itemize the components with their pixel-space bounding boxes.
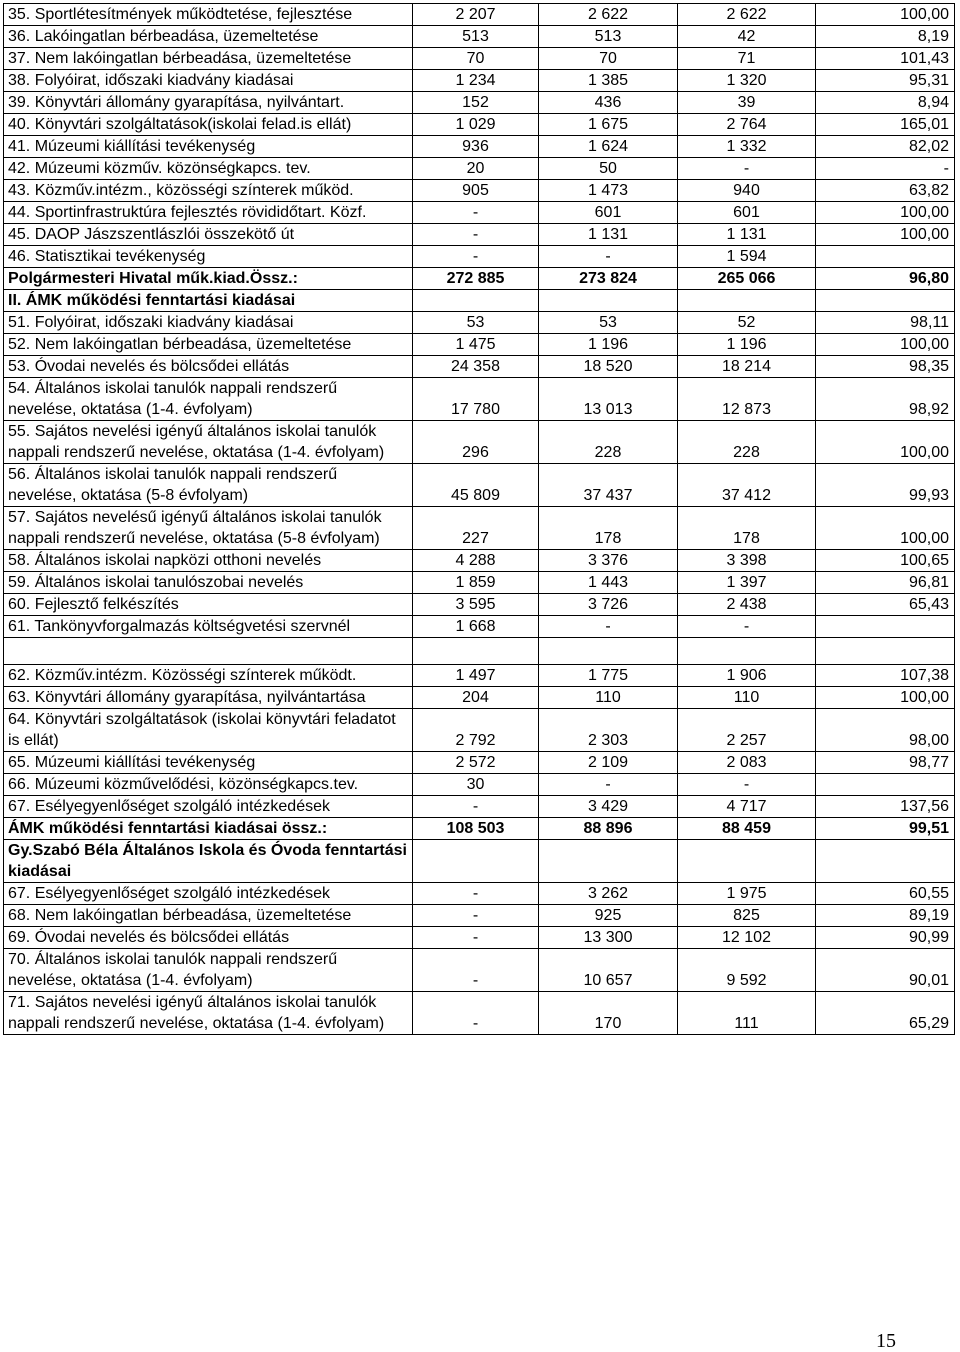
percent: 65,29: [816, 992, 955, 1035]
percent: [816, 840, 955, 883]
table-row: [4, 114, 955, 136]
row-label: 55. Sajátos nevelési igényű általános iskolai tanulók nappali rendszerű nevelése, oktatása (1-4. évfolyam): [4, 421, 413, 464]
table-row: [4, 421, 955, 464]
value-2: 18 520: [539, 356, 678, 378]
value-2: 1 196: [539, 334, 678, 356]
percent: 98,92: [816, 378, 955, 421]
value-1: -: [413, 927, 539, 949]
percent: 165,01: [816, 114, 955, 136]
value-3: 2 257: [678, 709, 816, 752]
value-2: 3 429: [539, 796, 678, 818]
value-1: [413, 638, 539, 665]
value-2: 436: [539, 92, 678, 114]
value-1: [413, 840, 539, 883]
table-row: [4, 158, 955, 180]
value-1: 1 029: [413, 114, 539, 136]
row-label: 62. Közműv.intézm. Közösségi színterek működt.: [4, 665, 413, 687]
value-1: -: [413, 224, 539, 246]
row-label: 45. DAOP Jászszentlászlói összekötő út: [4, 224, 413, 246]
value-2: -: [539, 774, 678, 796]
table-row: [4, 709, 955, 752]
value-3: -: [678, 774, 816, 796]
table-row: [4, 687, 955, 709]
row-label: 61. Tankönyvforgalmazás költségvetési szervnél: [4, 616, 413, 638]
value-2: 170: [539, 992, 678, 1035]
row-label: 41. Múzeumi kiállítási tevékenység: [4, 136, 413, 158]
row-label: 46. Statisztikai tevékenység: [4, 246, 413, 268]
table-row: [4, 312, 955, 334]
value-3: -: [678, 158, 816, 180]
percent: 60,55: [816, 883, 955, 905]
table-row: [4, 949, 955, 992]
value-2: 513: [539, 26, 678, 48]
value-2: 88 896: [539, 818, 678, 840]
row-label: II. ÁMK működési fenntartási kiadásai: [4, 290, 413, 312]
value-1: 1 475: [413, 334, 539, 356]
value-2: 70: [539, 48, 678, 70]
value-1: -: [413, 796, 539, 818]
row-label: 35. Sportlétesítmények működtetése, fejlesztése: [4, 4, 413, 26]
row-label: 39. Könyvtári állomány gyarapítása, nyilvántart.: [4, 92, 413, 114]
value-1: -: [413, 905, 539, 927]
row-label: 57. Sajátos nevelésű igényű általános iskolai tanulók nappali rendszerű nevelése, oktatása (5-8 évfolyam): [4, 507, 413, 550]
value-2: 110: [539, 687, 678, 709]
value-1: 3 595: [413, 594, 539, 616]
value-2: 3 376: [539, 550, 678, 572]
table-row: [4, 48, 955, 70]
value-3: 2 764: [678, 114, 816, 136]
row-label: 68. Nem lakóingatlan bérbeadása, üzemeltetése: [4, 905, 413, 927]
percent: [816, 774, 955, 796]
percent: 100,00: [816, 334, 955, 356]
row-label: 51. Folyóirat, időszaki kiadvány kiadásai: [4, 312, 413, 334]
percent: 8,19: [816, 26, 955, 48]
value-3: 1 131: [678, 224, 816, 246]
value-1: 2 207: [413, 4, 539, 26]
value-3: 265 066: [678, 268, 816, 290]
value-3: 52: [678, 312, 816, 334]
percent: 8,94: [816, 92, 955, 114]
percent: 100,65: [816, 550, 955, 572]
row-label: 60. Fejlesztő felkészítés: [4, 594, 413, 616]
value-3: 2 438: [678, 594, 816, 616]
value-2: 1 385: [539, 70, 678, 92]
percent: 63,82: [816, 180, 955, 202]
row-label: 43. Közműv.intézm., közösségi színterek működ.: [4, 180, 413, 202]
value-1: 1 859: [413, 572, 539, 594]
value-1: 513: [413, 26, 539, 48]
percent: [816, 246, 955, 268]
value-1: 2 792: [413, 709, 539, 752]
row-label: Polgármesteri Hivatal műk.kiad.Össz.:: [4, 268, 413, 290]
value-3: 1 975: [678, 883, 816, 905]
table-row: [4, 883, 955, 905]
table-row: [4, 665, 955, 687]
table-row: [4, 507, 955, 550]
table-row: [4, 70, 955, 92]
value-1: 17 780: [413, 378, 539, 421]
summary-row: [4, 840, 955, 883]
value-3: 178: [678, 507, 816, 550]
value-1: 272 885: [413, 268, 539, 290]
percent: 90,99: [816, 927, 955, 949]
value-3: 12 873: [678, 378, 816, 421]
value-3: 2 622: [678, 4, 816, 26]
percent: [816, 290, 955, 312]
percent: 89,19: [816, 905, 955, 927]
value-2: 1 443: [539, 572, 678, 594]
value-2: 37 437: [539, 464, 678, 507]
row-label: 58. Általános iskolai napközi otthoni nevelés: [4, 550, 413, 572]
value-2: 13 300: [539, 927, 678, 949]
value-1: -: [413, 883, 539, 905]
value-2: 1 775: [539, 665, 678, 687]
percent: 96,80: [816, 268, 955, 290]
table-row: [4, 356, 955, 378]
value-2: -: [539, 246, 678, 268]
value-3: 3 398: [678, 550, 816, 572]
row-label: 53. Óvodai nevelés és bölcsődei ellátás: [4, 356, 413, 378]
table-row: [4, 26, 955, 48]
table-row: [4, 594, 955, 616]
row-label: ÁMK működési fenntartási kiadásai össz.:: [4, 818, 413, 840]
percent: 82,02: [816, 136, 955, 158]
table-row: [4, 572, 955, 594]
value-1: 24 358: [413, 356, 539, 378]
value-1: -: [413, 202, 539, 224]
value-1: 2 572: [413, 752, 539, 774]
percent: 98,77: [816, 752, 955, 774]
budget-table: [3, 3, 955, 1035]
value-2: 1 473: [539, 180, 678, 202]
table-row: [4, 550, 955, 572]
value-3: [678, 290, 816, 312]
percent: 100,00: [816, 4, 955, 26]
value-2: 2 622: [539, 4, 678, 26]
value-2: 925: [539, 905, 678, 927]
percent: 65,43: [816, 594, 955, 616]
summary-row: [4, 290, 955, 312]
value-1: [413, 290, 539, 312]
value-2: 2 109: [539, 752, 678, 774]
value-3: 940: [678, 180, 816, 202]
table-row: [4, 246, 955, 268]
spacer-row: [4, 638, 955, 665]
value-1: 108 503: [413, 818, 539, 840]
row-label: 59. Általános iskolai tanulószobai nevelés: [4, 572, 413, 594]
value-3: 1 196: [678, 334, 816, 356]
value-3: 9 592: [678, 949, 816, 992]
value-1: -: [413, 992, 539, 1035]
row-label: 40. Könyvtári szolgáltatások(iskolai felad.is ellát): [4, 114, 413, 136]
value-2: 1 131: [539, 224, 678, 246]
row-label: 66. Múzeumi közművelődési, közönségkapcs.tev.: [4, 774, 413, 796]
table-row: [4, 774, 955, 796]
percent: 100,00: [816, 224, 955, 246]
value-1: 53: [413, 312, 539, 334]
value-2: [539, 290, 678, 312]
table-row: [4, 92, 955, 114]
value-1: 152: [413, 92, 539, 114]
value-1: -: [413, 949, 539, 992]
table-row: [4, 927, 955, 949]
value-1: 70: [413, 48, 539, 70]
table-row: [4, 796, 955, 818]
value-3: 1 594: [678, 246, 816, 268]
value-2: [539, 638, 678, 665]
value-2: 50: [539, 158, 678, 180]
value-2: -: [539, 616, 678, 638]
percent: -: [816, 158, 955, 180]
row-label: 36. Lakóingatlan bérbeadása, üzemeltetése: [4, 26, 413, 48]
value-1: 1 234: [413, 70, 539, 92]
row-label: 44. Sportinfrastruktúra fejlesztés rövididőtart. Közf.: [4, 202, 413, 224]
row-label: 54. Általános iskolai tanulók nappali rendszerű nevelése, oktatása (1-4. évfolyam): [4, 378, 413, 421]
value-2: 2 303: [539, 709, 678, 752]
value-1: -: [413, 246, 539, 268]
value-1: 204: [413, 687, 539, 709]
budget-table-body: [4, 4, 955, 1035]
table-row: [4, 224, 955, 246]
value-3: [678, 638, 816, 665]
value-2: 10 657: [539, 949, 678, 992]
table-row: [4, 752, 955, 774]
value-2: 273 824: [539, 268, 678, 290]
summary-row: [4, 818, 955, 840]
value-3: 825: [678, 905, 816, 927]
value-2: 178: [539, 507, 678, 550]
percent: 101,43: [816, 48, 955, 70]
value-1: 20: [413, 158, 539, 180]
value-1: 936: [413, 136, 539, 158]
value-2: [539, 840, 678, 883]
row-label: Gy.Szabó Béla Általános Iskola és Óvoda fenntartási kiadásai: [4, 840, 413, 883]
percent: 95,31: [816, 70, 955, 92]
percent: 137,56: [816, 796, 955, 818]
value-3: 110: [678, 687, 816, 709]
value-3: -: [678, 616, 816, 638]
value-3: 228: [678, 421, 816, 464]
value-2: 228: [539, 421, 678, 464]
table-row: [4, 202, 955, 224]
table-row: [4, 180, 955, 202]
percent: [816, 638, 955, 665]
page-number: 15: [876, 1330, 896, 1352]
value-1: 1 497: [413, 665, 539, 687]
row-label: 71. Sajátos nevelési igényű általános iskolai tanulók nappali rendszerű nevelése, oktatása (1-4. évfolyam): [4, 992, 413, 1035]
row-label: 67. Esélyegyenlőséget szolgáló intézkedések: [4, 883, 413, 905]
percent: 98,00: [816, 709, 955, 752]
table-row: [4, 616, 955, 638]
value-3: 1 320: [678, 70, 816, 92]
table-row: [4, 464, 955, 507]
value-3: 4 717: [678, 796, 816, 818]
value-1: 1 668: [413, 616, 539, 638]
value-2: 1 624: [539, 136, 678, 158]
percent: 100,00: [816, 421, 955, 464]
row-label: 70. Általános iskolai tanulók nappali rendszerű nevelése, oktatása (1-4. évfolyam): [4, 949, 413, 992]
value-3: 71: [678, 48, 816, 70]
value-3: 88 459: [678, 818, 816, 840]
value-2: 13 013: [539, 378, 678, 421]
value-1: 45 809: [413, 464, 539, 507]
percent: 98,11: [816, 312, 955, 334]
row-label: 64. Könyvtári szolgáltatások (iskolai könyvtári feladatot is ellát): [4, 709, 413, 752]
value-3: 2 083: [678, 752, 816, 774]
value-1: 296: [413, 421, 539, 464]
row-label: 42. Múzeumi közműv. közönségkapcs. tev.: [4, 158, 413, 180]
value-1: 227: [413, 507, 539, 550]
row-label: 38. Folyóirat, időszaki kiadvány kiadásai: [4, 70, 413, 92]
percent: 96,81: [816, 572, 955, 594]
value-3: 1 397: [678, 572, 816, 594]
row-label: 56. Általános iskolai tanulók nappali rendszerű nevelése, oktatása (5-8 évfolyam): [4, 464, 413, 507]
table-row: [4, 378, 955, 421]
row-label: 52. Nem lakóingatlan bérbeadása, üzemeltetése: [4, 334, 413, 356]
value-2: 3 726: [539, 594, 678, 616]
percent: 98,35: [816, 356, 955, 378]
row-label: [4, 638, 413, 665]
summary-row: [4, 268, 955, 290]
value-1: 905: [413, 180, 539, 202]
percent: 99,51: [816, 818, 955, 840]
row-label: 37. Nem lakóingatlan bérbeadása, üzemeltetése: [4, 48, 413, 70]
value-3: 18 214: [678, 356, 816, 378]
value-2: 601: [539, 202, 678, 224]
percent: 100,00: [816, 687, 955, 709]
row-label: 67. Esélyegyenlőséget szolgáló intézkedések: [4, 796, 413, 818]
table-row: [4, 992, 955, 1035]
value-1: 4 288: [413, 550, 539, 572]
table-row: [4, 4, 955, 26]
percent: 107,38: [816, 665, 955, 687]
row-label: 65. Múzeumi kiállítási tevékenység: [4, 752, 413, 774]
value-3: 42: [678, 26, 816, 48]
value-3: 111: [678, 992, 816, 1035]
value-3: 1 332: [678, 136, 816, 158]
table-row: [4, 334, 955, 356]
table-row: [4, 905, 955, 927]
value-3: [678, 840, 816, 883]
percent: 90,01: [816, 949, 955, 992]
table-row: [4, 136, 955, 158]
row-label: 69. Óvodai nevelés és bölcsődei ellátás: [4, 927, 413, 949]
value-2: 53: [539, 312, 678, 334]
value-2: 3 262: [539, 883, 678, 905]
value-3: 1 906: [678, 665, 816, 687]
percent: 100,00: [816, 507, 955, 550]
percent: 99,93: [816, 464, 955, 507]
value-3: 37 412: [678, 464, 816, 507]
value-1: 30: [413, 774, 539, 796]
value-2: 1 675: [539, 114, 678, 136]
percent: [816, 616, 955, 638]
percent: 100,00: [816, 202, 955, 224]
value-3: 39: [678, 92, 816, 114]
row-label: 63. Könyvtári állomány gyarapítása, nyilvántartása: [4, 687, 413, 709]
value-3: 601: [678, 202, 816, 224]
value-3: 12 102: [678, 927, 816, 949]
